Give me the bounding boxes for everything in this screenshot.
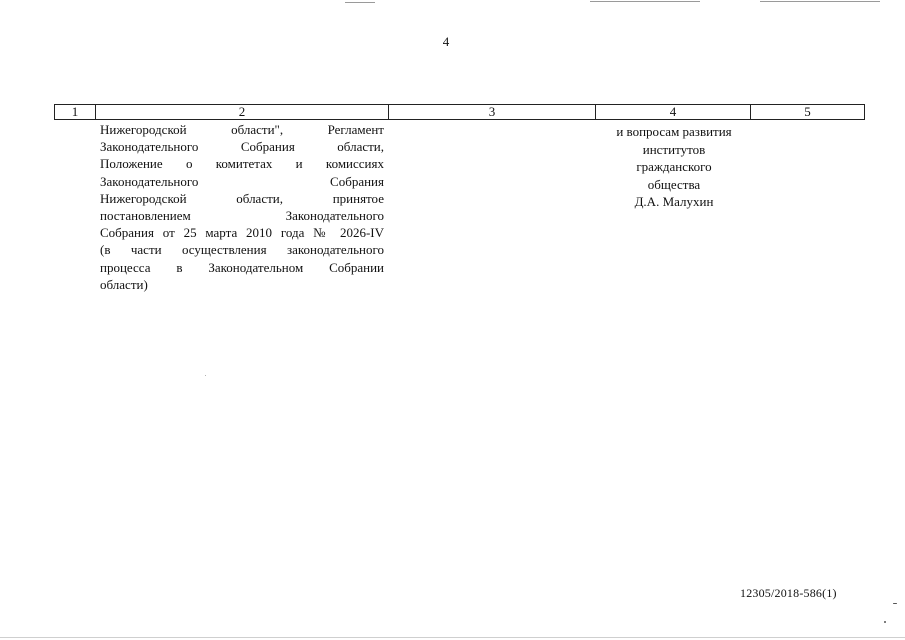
text-line: Законодательного Собрания области, [100,139,384,155]
header-cell-1: 1 [55,105,96,120]
text-line: области) [100,276,148,292]
scan-speck [205,375,206,376]
header-cell-3: 3 [389,105,596,120]
text-line: процесса в Законодательном Собрании [100,259,384,275]
header-row [55,105,865,120]
scan-artifact-line [590,1,700,2]
scan-speck [884,621,886,623]
responsible-cell [596,123,752,211]
responsible-person: Д.А. Малухин [634,194,714,210]
header-cell-4: 4 [596,105,751,120]
text-line: Собрания от 25 марта 2010 года № 2026-IV [100,225,384,241]
header-cell-5: 5 [751,105,865,120]
scan-artifact-line [0,637,905,638]
page-number: 4 [442,34,450,49]
scan-artifact-line [345,2,375,3]
text-line: Нижегородской области, принятое [100,190,384,206]
text-line: Законодательного Собрания [100,173,384,189]
scan-artifact-line [760,1,880,2]
text-line: постановлением Законодательного [100,208,384,224]
legal-acts-cell [100,121,384,293]
text-line: (в части осуществления законодательного [100,242,384,258]
text-line: институтов [642,141,706,157]
text-line: гражданского [636,159,712,175]
header-cell-2: 2 [96,105,389,120]
text-line: общества [647,176,701,192]
column-number-header [54,104,865,120]
text-line: Положение о комитетах и комиссиях [100,156,384,172]
text-line: и вопросам развития [616,124,732,139]
scan-speck [893,603,897,604]
text-line: Нижегородской области", Регламент [100,122,384,137]
document-registration-code: 12305/2018-586(1) [740,586,837,600]
